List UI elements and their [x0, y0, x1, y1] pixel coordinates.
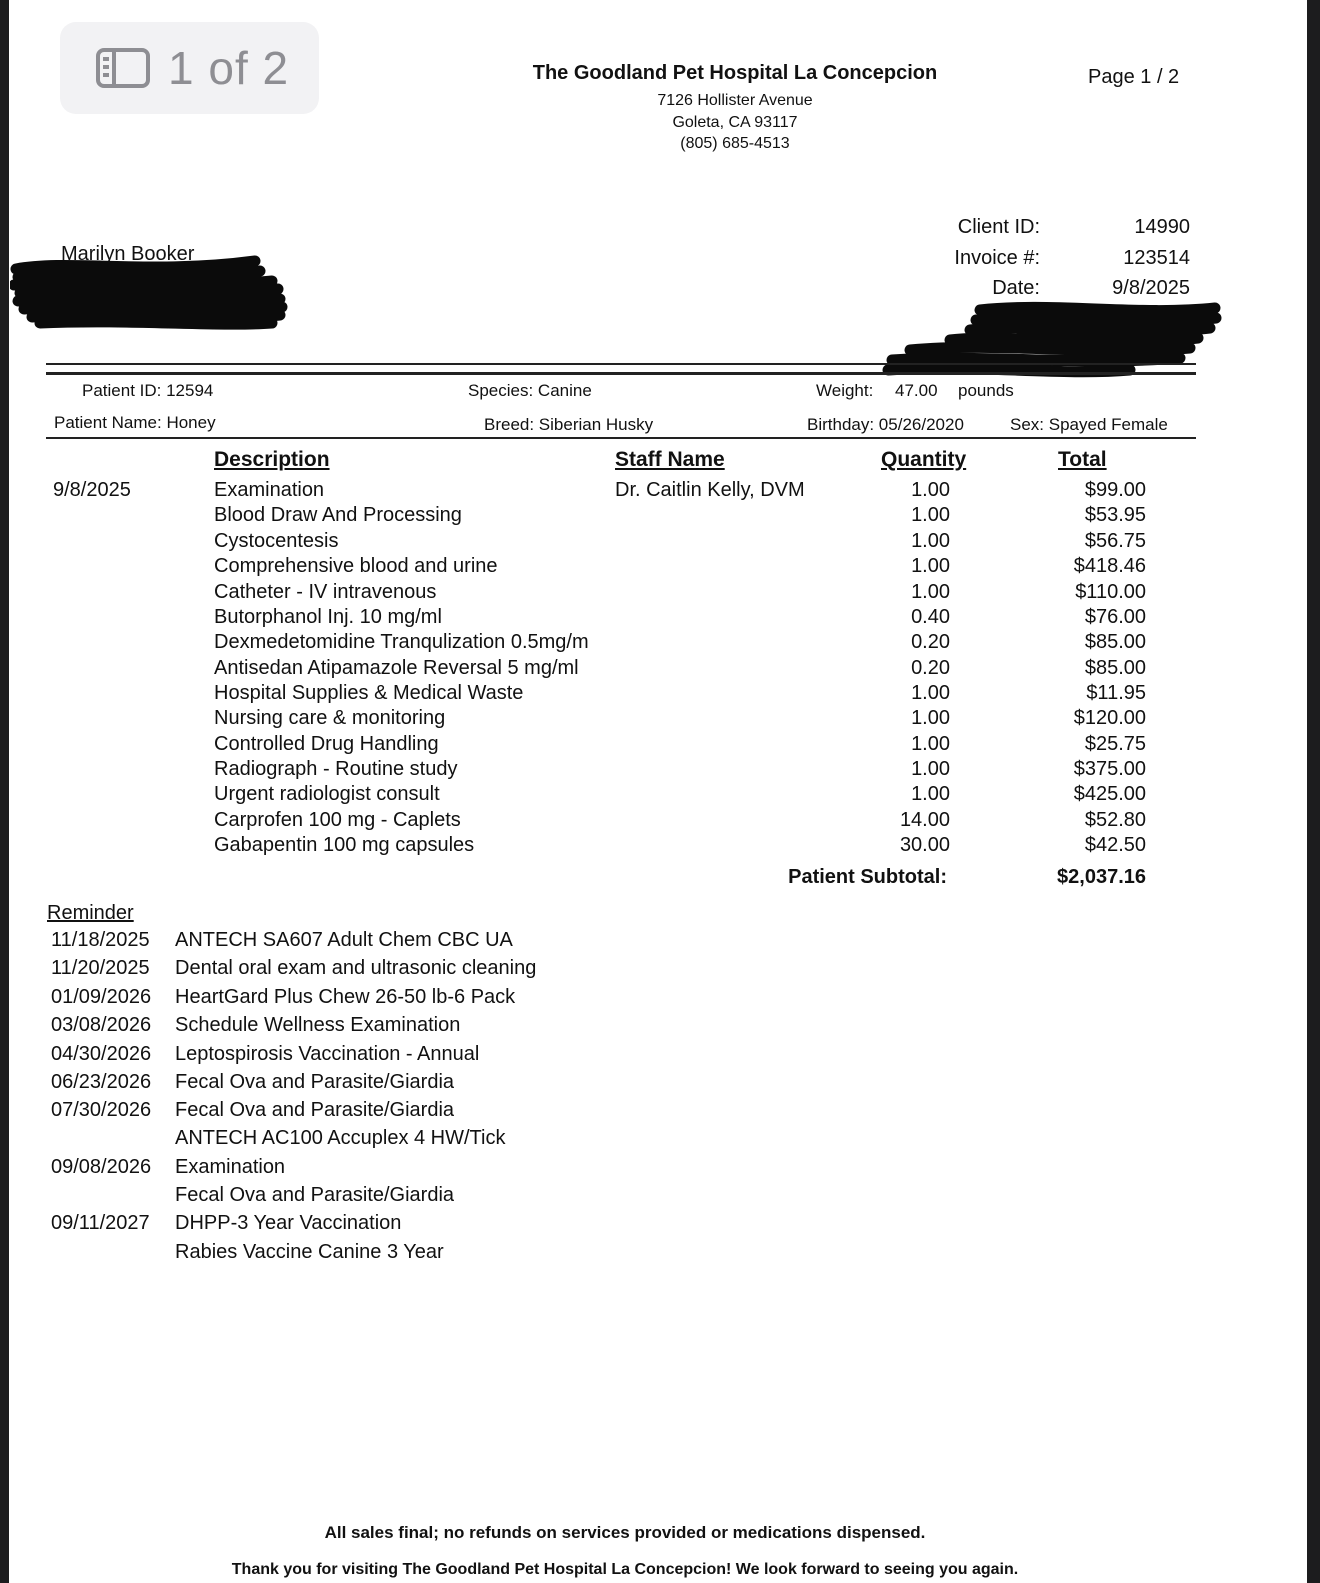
column-header-staff: Staff Name	[615, 448, 725, 471]
patient-id: Patient ID: 12594	[82, 381, 214, 400]
page-indicator-label: 1 of 2	[168, 42, 290, 94]
reminder-item: HeartGard Plus Chew 26-50 lb-6 Pack	[175, 986, 516, 1008]
table-row: Butorphanol Inj. 10 mg/ml 0.40 $76.00	[214, 606, 1146, 628]
patient-weight-label: Weight:	[816, 381, 874, 400]
reminder-date: 04/30/2026	[51, 1043, 152, 1065]
patient-name: Patient Name: Honey	[54, 413, 216, 432]
table-row: 9/8/2025 Examination Dr. Caitlin Kelly, DVM 1.00 $99.00	[53, 479, 1146, 501]
reminder-date: 11/20/2025	[51, 957, 150, 979]
refund-policy: All sales final; no refunds on services provided or medications dispensed.	[324, 1523, 926, 1542]
invoice-number: 123514	[1123, 247, 1190, 269]
patient-species: Species: Canine	[468, 381, 592, 400]
patient-weight-value: 47.00	[895, 381, 938, 400]
reminder-heading: Reminder	[47, 902, 134, 924]
table-row: Nursing care & monitoring 1.00 $120.00	[214, 707, 1146, 729]
invoice-label: Invoice #:	[954, 247, 1040, 269]
table-row: Dexmedetomidine Tranqulization 0.5mg/m 0.20 $85.00	[214, 631, 1146, 653]
reminder-date: 11/18/2025	[51, 929, 150, 951]
reminder-item: Fecal Ova and Parasite/Giardia	[175, 1099, 455, 1121]
client-id-value: 14990	[1134, 216, 1190, 238]
table-row: Carprofen 100 mg - Caplets 14.00 $52.80	[214, 809, 1146, 831]
column-header-total: Total	[1058, 448, 1107, 471]
header-rule-top	[46, 363, 1196, 365]
table-row: Gabapentin 100 mg capsules 30.00 $42.50	[214, 834, 1146, 856]
reminder-item: Rabies Vaccine Canine 3 Year	[175, 1241, 444, 1263]
reminder-item: ANTECH SA607 Adult Chem CBC UA	[175, 929, 513, 951]
patient-birthday: Birthday: 05/26/2020	[807, 415, 964, 434]
table-row: Controlled Drug Handling 1.00 $25.75	[214, 733, 1146, 755]
table-row: Hospital Supplies & Medical Waste 1.00 $11.95	[214, 682, 1146, 704]
patient-sex: Sex: Spayed Female	[1010, 415, 1168, 434]
column-header-description: Description	[214, 448, 330, 471]
table-row: Comprehensive blood and urine 1.00 $418.46	[214, 555, 1146, 577]
thank-you-note: Thank you for visiting The Goodland Pet Hospital La Concepcion! We look forward to seeing you again.	[231, 1561, 1019, 1578]
reminder-date: 03/08/2026	[51, 1014, 152, 1036]
reminder-item: Leptospirosis Vaccination - Annual	[175, 1043, 480, 1065]
client-id-label: Client ID:	[957, 216, 1040, 238]
reminder-item: Fecal Ova and Parasite/Giardia	[175, 1071, 455, 1093]
reminder-date: 09/08/2026	[51, 1156, 152, 1178]
hospital-name: The Goodland Pet Hospital La Concepcion	[532, 62, 938, 84]
redaction-scribble-address	[10, 255, 290, 333]
hospital-address-line1: 7126 Hollister Avenue	[657, 92, 813, 109]
column-header-quantity: Quantity	[881, 448, 967, 471]
table-row: Catheter - IV intravenous 1.00 $110.00	[214, 581, 1146, 603]
table-row: Blood Draw And Processing 1.00 $53.95	[214, 504, 1146, 526]
hospital-phone: (805) 685-4513	[680, 135, 790, 152]
reminder-item: Schedule Wellness Examination	[175, 1014, 461, 1036]
patient-subtotal-label: Patient Subtotal:	[788, 866, 947, 888]
table-row: Radiograph - Routine study 1.00 $375.00	[214, 758, 1146, 780]
reminder-date: 06/23/2026	[51, 1071, 152, 1093]
reminder-date: 07/30/2026	[51, 1099, 152, 1121]
reminder-item: Examination	[175, 1156, 286, 1178]
reminder-item: Dental oral exam and ultrasonic cleaning	[175, 957, 537, 979]
patient-info-rule	[46, 437, 1196, 439]
table-row: Urgent radiologist consult 1.00 $425.00	[214, 783, 1146, 805]
redaction-scribble-contact	[880, 300, 1225, 382]
patient-weight-unit: pounds	[958, 381, 1014, 400]
page-number: Page 1 / 2	[1088, 66, 1180, 88]
reminder-date: 09/11/2027	[51, 1212, 150, 1234]
table-row: Antisedan Atipamazole Reversal 5 mg/ml 0.20 $85.00	[214, 657, 1146, 679]
reminder-item: DHPP-3 Year Vaccination	[175, 1212, 402, 1234]
invoice-date: 9/8/2025	[1112, 277, 1190, 299]
reminder-item: ANTECH AC100 Accuplex 4 HW/Tick	[175, 1127, 506, 1149]
patient-subtotal-value: $2,037.16	[1057, 866, 1146, 888]
reminder-date: 01/09/2026	[51, 986, 152, 1008]
table-row: Cystocentesis 1.00 $56.75	[214, 530, 1146, 552]
header-rule-bottom	[46, 372, 1196, 375]
hospital-address-line2: Goleta, CA 93117	[672, 114, 798, 131]
client-name: Marilyn Booker	[61, 243, 195, 265]
reminder-item: Fecal Ova and Parasite/Giardia	[175, 1184, 455, 1206]
patient-breed: Breed: Siberian Husky	[484, 415, 654, 434]
date-label: Date:	[992, 277, 1040, 299]
